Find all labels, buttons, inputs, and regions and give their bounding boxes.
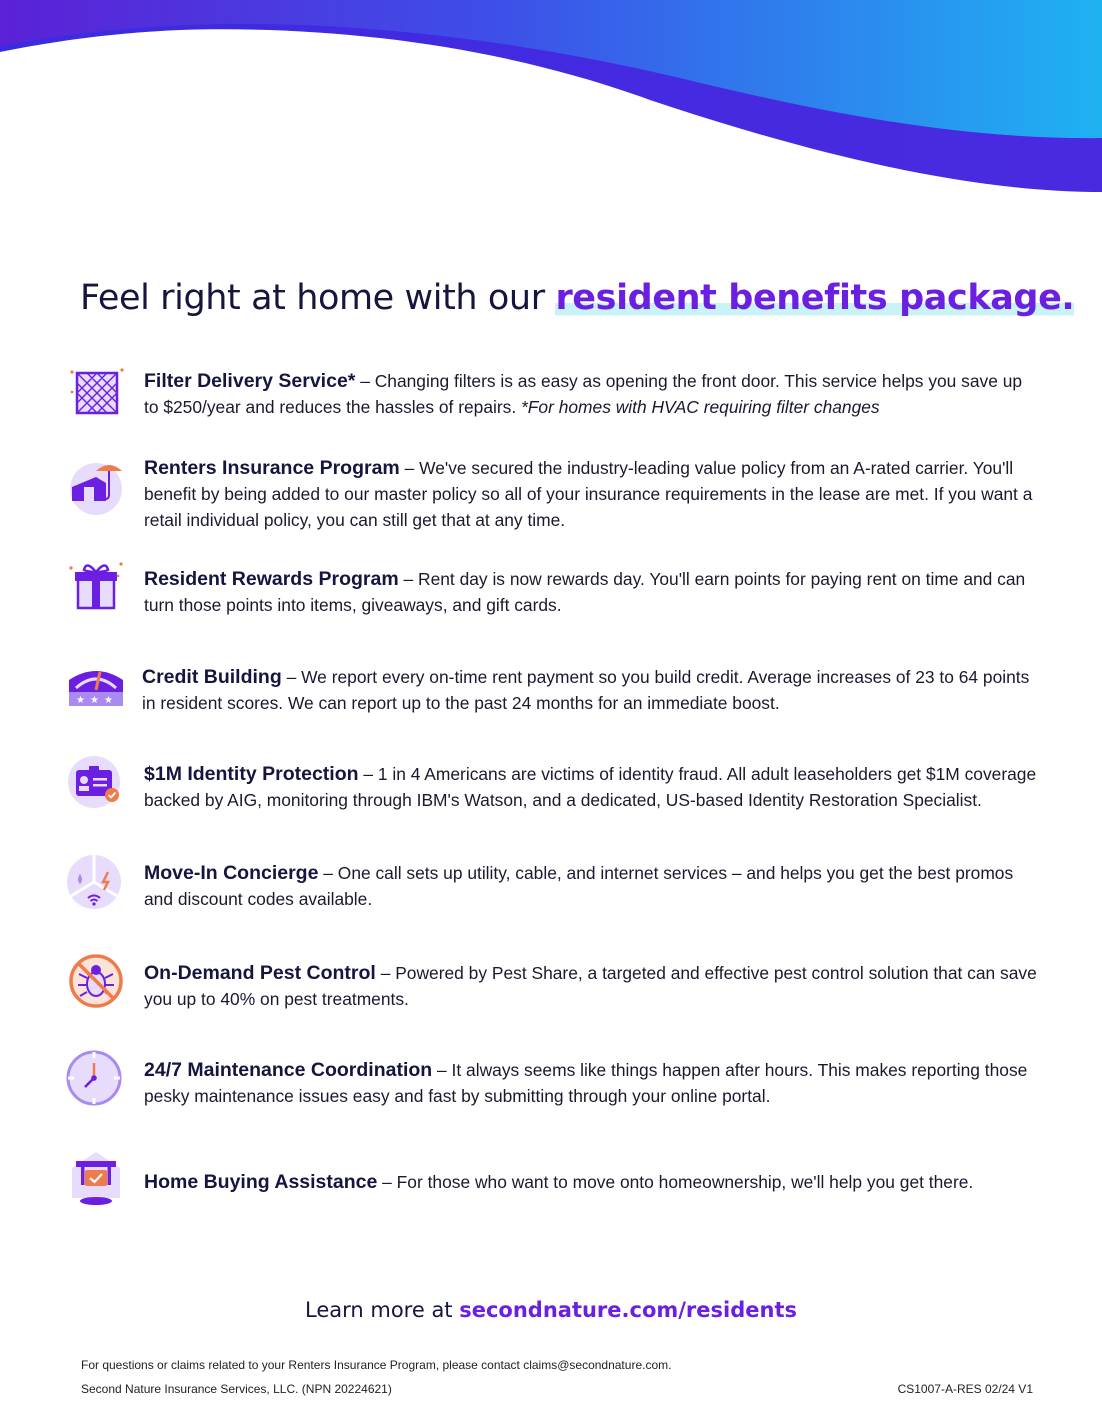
benefit-body: – 1 in 4 Americans are victims of identity fraud. All adult leaseholders get $1M coverage backed by AIG, monitoring through IBM's Watson, and a dedicated, US-based Identity Restoration Specialist.	[144, 764, 1037, 810]
benefit-body: – Changing filters is as easy as opening the front door. This service helps you save up to $250/year and reduces the hassles of repairs.	[144, 371, 1023, 417]
benefit-note: *For homes with HVAC requiring filter changes	[521, 397, 880, 417]
footer-company-text: Second Nature Insurance Services, LLC. (NPN 20224621)	[81, 1382, 392, 1396]
benefit-text	[144, 860, 1039, 912]
benefit-text	[144, 761, 1039, 813]
benefit-body: – We report every on-time rent payment so you build credit. Average increases of 23 to 64 points in resident scores. We can report up to the past 24 months for an immediate boost.	[142, 667, 1030, 713]
benefit-title: Credit Building	[142, 666, 282, 688]
benefit-title: Resident Rewards Program	[144, 568, 399, 590]
umbrella-house-icon	[66, 457, 126, 517]
benefit-title: 24/7 Maintenance Coordination	[144, 1059, 433, 1081]
benefit-body: – We've secured the industry-leading value policy from an A-rated carrier. You'll benefit by being added to our master policy so all of your insurance requirements in the lease are met. If you want a retail individual policy, you can still get that at any time.	[144, 458, 1033, 530]
no-bug-icon	[66, 950, 126, 1010]
page-headline	[80, 278, 1075, 318]
svg-text:★: ★	[90, 695, 99, 706]
benefit-text	[144, 566, 1039, 618]
credit-gauge-icon	[66, 658, 126, 718]
benefit-body: – One call sets up utility, cable, and internet services – and helps you get the best promos and discount codes available.	[144, 863, 1014, 909]
benefit-text	[144, 1057, 1039, 1109]
benefit-title: Home Buying Assistance	[144, 1171, 378, 1193]
header-wave-graphic	[0, 0, 1102, 200]
benefit-body: – It always seems like things happen after hours. This makes reporting those pesky maintenance issues easy and fast by submitting through your online portal.	[144, 1060, 1028, 1106]
learn-more-line	[0, 1298, 1102, 1322]
benefit-title: Filter Delivery Service*	[144, 370, 356, 392]
learn-more-prefix: Learn more at	[305, 1298, 460, 1322]
filter-icon	[66, 364, 126, 424]
footer-document-code: CS1007-A-RES 02/24 V1	[897, 1382, 1033, 1396]
headline-accent: resident benefits package.	[555, 278, 1075, 318]
benefit-body: – Powered by Pest Share, a targeted and effective pest control solution that can save you up to 40% on pest treatments.	[144, 963, 1037, 1009]
benefit-title: On-Demand Pest Control	[144, 962, 376, 984]
utilities-icon	[66, 852, 126, 912]
clock-icon	[66, 1048, 126, 1108]
benefit-text	[144, 455, 1039, 533]
svg-text:★: ★	[104, 695, 113, 706]
benefit-text	[144, 1169, 1039, 1195]
benefit-title: $1M Identity Protection	[144, 763, 359, 785]
benefit-body: – Rent day is now rewards day. You'll earn points for paying rent on time and can turn those points into items, giveaways, and gift cards.	[144, 569, 1026, 615]
footer-contact-text: For questions or claims related to your Renters Insurance Program, please contact claims@secondnature.com.	[81, 1358, 672, 1372]
home-sign-icon	[66, 1148, 126, 1208]
benefit-body: – For those who want to move onto homeownership, we'll help you get there.	[377, 1172, 974, 1192]
benefit-title: Renters Insurance Program	[144, 457, 400, 479]
benefit-text	[142, 664, 1037, 716]
svg-text:★: ★	[76, 695, 85, 706]
id-card-icon	[66, 754, 126, 814]
gift-icon	[66, 556, 126, 616]
benefit-text	[144, 368, 1039, 420]
learn-more-link[interactable]: secondnature.com/residents	[459, 1298, 797, 1322]
benefit-text	[144, 960, 1039, 1012]
benefit-title: Move-In Concierge	[144, 862, 319, 884]
headline-prefix: Feel right at home with our	[80, 278, 556, 318]
